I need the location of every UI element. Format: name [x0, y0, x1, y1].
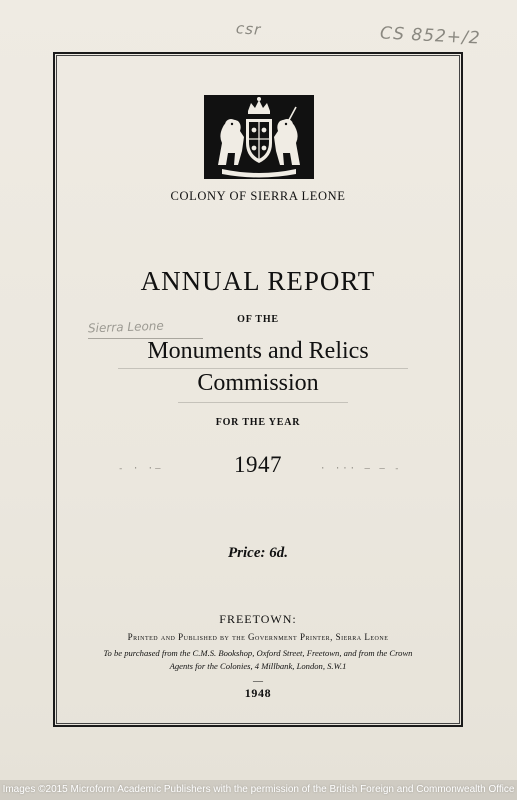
purchase-line-2: Agents for the Colonies, 4 Millbank, London, S.W.1 [169, 661, 347, 671]
pencil-annotation: Sierra Leone [87, 318, 165, 336]
commission-name-line-1: Monuments and Relics [147, 338, 369, 364]
faint-rule [178, 402, 348, 403]
of-the-label: OF THE [237, 314, 279, 325]
handwritten-note: csr [235, 19, 262, 39]
imprint-city: FREETOWN: [219, 612, 297, 626]
purchase-line-1: To be purchased from the C.M.S. Bookshop, Oxford Street, Freetown, and from the Crown [103, 648, 413, 658]
purchase-info [53, 647, 463, 673]
royal-coat-of-arms-icon [204, 95, 314, 179]
colony-name: COLONY OF SIERRA LEONE [170, 189, 346, 203]
publication-year: 1948 [244, 686, 272, 700]
separator: — [253, 676, 263, 687]
for-the-year-label: FOR THE YEAR [215, 417, 301, 428]
report-year: 1947 [234, 452, 282, 477]
report-title: ANNUAL REPORT [140, 266, 376, 296]
faint-rule [118, 368, 408, 369]
faint-dots-right: · ··· — – - [320, 464, 402, 474]
copyright-footer: Images ©2015 Microform Academic Publishers with the permission of the British Foreign and Commonwealth Office [0, 780, 517, 800]
printer-line: Printed and Published by the Government Printer, Sierra Leone [127, 632, 389, 642]
commission-name-line-2: Commission [197, 370, 319, 396]
faint-dots-left: - · ·— [118, 464, 163, 474]
price: Price: 6d. [228, 545, 288, 561]
handwritten-reference: CS 852+/2 [379, 23, 482, 49]
